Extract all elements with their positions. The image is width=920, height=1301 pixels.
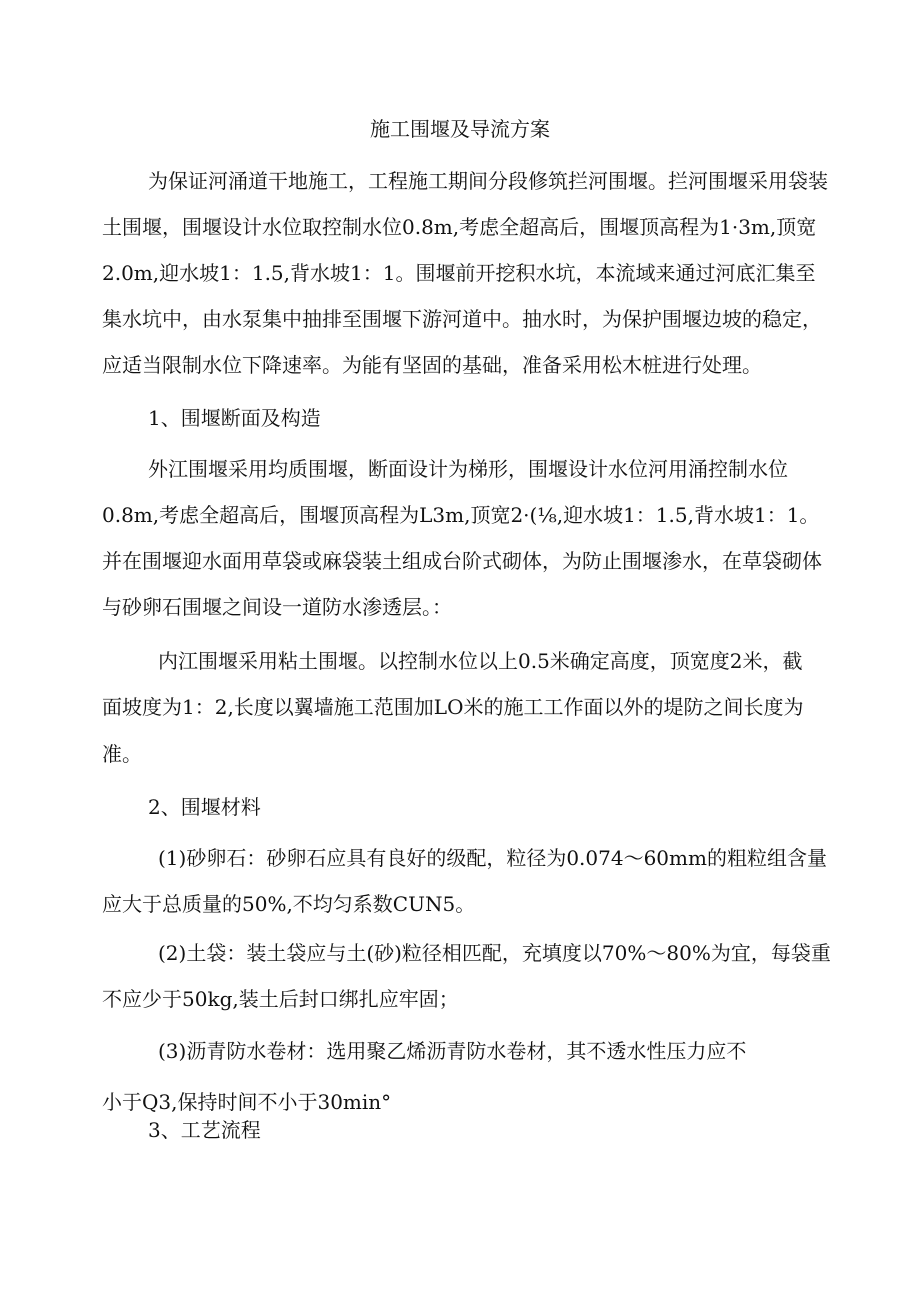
paragraph-line: 不应少于50kg,装土后封口绑扎应牢固； — [102, 987, 459, 1011]
section-heading: 1、围堰断面及构造 — [148, 406, 321, 430]
document-title: 施工围堰及导流方案 — [370, 117, 550, 141]
paragraph-line: 面坡度为1：2,长度以翼墙施工范围加LO米的施工工作面以外的堤防之间长度为 — [102, 695, 804, 719]
paragraph-line: 集水坑中，由水泵集中抽排至围堰下游河道中。抽水时，为保护围堰边坡的稳定， — [102, 307, 822, 331]
section-heading: 3、工艺流程 — [148, 1118, 261, 1142]
paragraph-line: 小于Q3,保持时间不小于30min° — [102, 1090, 392, 1114]
paragraph-line: (2)土袋：装土袋应与土(砂)粒径相匹配，充填度以70%～80%为宜，每袋重 — [158, 941, 831, 965]
paragraph-line: 外江围堰采用均质围堰，断面设计为梯形，围堰设计水位河用涌控制水位 — [148, 457, 788, 481]
paragraph-line: 与砂卵石围堰之间设一道防水渗透层。： — [102, 595, 452, 619]
paragraph-line: 0.8m,考虑全超高后，围堰顶高程为L3m,顶宽2·(⅛,迎水坡1：1.5,背水坡1：1。 — [102, 503, 820, 527]
paragraph-line: (1)砂卵石：砂卵石应具有良好的级配，粒径为0.074～60mm的粗粒组含量 — [158, 846, 827, 870]
paragraph-line: 为保证河涌道干地施工，工程施工期间分段修筑拦河围堰。拦河围堰采用袋装 — [148, 169, 828, 193]
paragraph-line: (3)沥青防水卷材：选用聚乙烯沥青防水卷材，其不透水性压力应不 — [158, 1039, 747, 1063]
paragraph-line: 内江围堰采用粘土围堰。以控制水位以上0.5米确定高度，顶宽度2米，截 — [158, 649, 803, 673]
paragraph-line: 准。 — [102, 742, 142, 766]
paragraph-line: 并在围堰迎水面用草袋或麻袋装土组成台阶式砌体，为防止围堰渗水，在草袋砌体 — [102, 549, 822, 573]
paragraph-line: 土围堰，围堰设计水位取控制水位0.8m,考虑全超高后，围堰顶高程为1·3m,顶宽 — [102, 215, 817, 239]
paragraph-line: 应大于总质量的50%,不均匀系数CUN5。 — [102, 892, 476, 916]
paragraph-line: 2.0m,迎水坡1：1.5,背水坡1：1。围堰前开挖积水坑，本流域来通过河底汇集至 — [102, 261, 816, 285]
section-heading: 2、围堰材料 — [148, 795, 261, 819]
paragraph-line: 应适当限制水位下降速率。为能有坚固的基础，准备采用松木桩进行处理。 — [102, 353, 762, 377]
